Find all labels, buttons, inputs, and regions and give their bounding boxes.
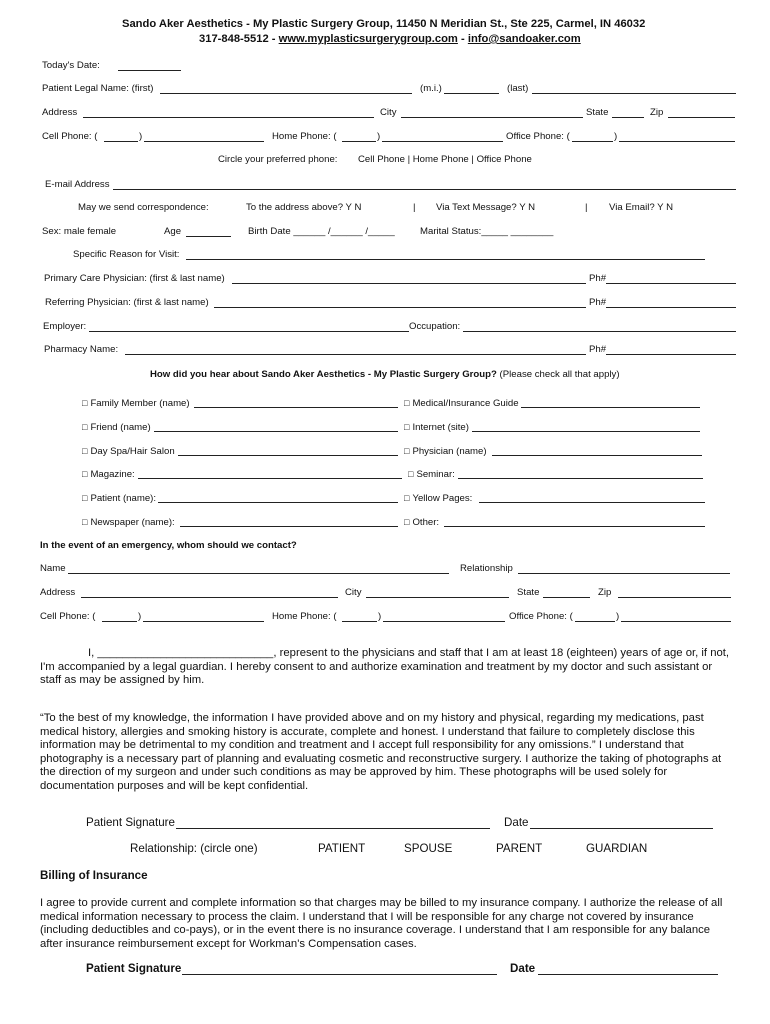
pcp-label: Primary Care Physician: (first & last name) (44, 273, 225, 284)
relationship-patient[interactable]: PATIENT (318, 842, 366, 855)
preferred-phone-label: Circle your preferred phone: (218, 154, 338, 165)
separator: - (457, 33, 468, 45)
pcp-field[interactable] (232, 283, 586, 284)
phone-number: 317-848-5512 - (199, 33, 279, 45)
signature-date-field[interactable] (530, 828, 713, 829)
checkbox-icon[interactable]: □ (404, 517, 410, 527)
divider: | (585, 202, 588, 213)
employer-label: Employer: (43, 321, 87, 332)
checkbox-icon[interactable]: □ (82, 422, 88, 432)
checkbox-newspaper[interactable]: □ Newspaper (name): (82, 517, 175, 528)
referral-instruction: (Please check all that apply) (499, 369, 620, 380)
family-member-field[interactable] (194, 407, 398, 408)
checkbox-seminar[interactable]: □ Seminar: (408, 469, 455, 480)
city-field[interactable] (401, 117, 583, 118)
referring-label: Referring Physician: (first & last name) (45, 297, 209, 308)
state-label: State (586, 107, 609, 118)
checkbox-icon[interactable]: □ (82, 398, 88, 408)
email-label: E-mail Address (45, 179, 110, 190)
emergency-address-field[interactable] (81, 597, 338, 598)
city-label: City (380, 107, 397, 118)
cell-phone-label: Cell Phone: ( (42, 131, 98, 142)
billing-signature-field[interactable] (182, 974, 497, 975)
office-number-field[interactable] (619, 141, 735, 142)
practice-header: Sando Aker Aesthetics - My Plastic Surgery Group, 11450 N Meridian St., Ste 225, Carmel, IN 46032 (122, 18, 646, 30)
office-phone-label: Office Phone: ( (506, 131, 570, 142)
occupation-field[interactable] (463, 331, 736, 332)
text-consent-options[interactable]: Via Text Message? Y N (436, 202, 536, 213)
consent-line-rest: I'm accompanied by a legal guardian. I hereby consent to and authorize examination and treatment by my doctor and such assistant or staff as may be assigned by him. (40, 660, 713, 686)
cell-paren: ) (139, 131, 143, 142)
emergency-cell-label: Cell Phone: ( (40, 611, 96, 622)
age-label: Age (164, 226, 182, 237)
middle-initial-label: (m.i.) (420, 83, 442, 94)
referring-phone-label: Ph# (589, 297, 607, 308)
relationship-label: Relationship: (circle one) (130, 842, 258, 855)
relationship-parent[interactable]: PARENT (496, 842, 543, 855)
checkbox-magazine[interactable]: □ Magazine: (82, 469, 135, 480)
cell-number-field[interactable] (144, 141, 264, 142)
checkbox-icon[interactable]: □ (82, 517, 88, 527)
first-name-field[interactable] (160, 93, 412, 94)
emergency-city-field[interactable] (366, 597, 509, 598)
checkbox-icon[interactable]: □ (82, 469, 88, 479)
emergency-office-label: Office Phone: ( (509, 611, 573, 622)
emergency-office-area-field[interactable] (575, 621, 615, 622)
emergency-relationship-label: Relationship (460, 563, 513, 574)
emergency-zip-field[interactable] (618, 597, 731, 598)
checkbox-icon[interactable]: □ (82, 446, 88, 456)
cell-area-code-field[interactable] (104, 141, 138, 142)
email-consent-options[interactable]: Via Email? Y N (609, 202, 673, 213)
emergency-zip-label: Zip (598, 587, 612, 598)
other-field[interactable] (444, 526, 705, 527)
emergency-office-paren: ) (616, 611, 620, 622)
emergency-home-area-field[interactable] (342, 621, 377, 622)
contact-line (199, 33, 581, 45)
relationship-guardian[interactable]: GUARDIAN (586, 842, 648, 855)
emergency-home-paren: ) (378, 611, 382, 622)
pharmacy-label: Pharmacy Name: (44, 344, 119, 355)
checkbox-icon[interactable]: □ (408, 469, 414, 479)
visit-reason-field[interactable] (186, 259, 705, 260)
seminar-field[interactable] (458, 478, 703, 479)
checkbox-family-member[interactable]: □ Family Member (name) (82, 398, 190, 409)
emergency-cell-number-field[interactable] (143, 621, 264, 622)
checkbox-day-spa[interactable]: □ Day Spa/Hair Salon (82, 446, 175, 457)
home-area-code-field[interactable] (342, 141, 376, 142)
pharmacy-phone-label: Ph# (589, 344, 607, 355)
birth-date-field[interactable]: Birth Date ______ /______ /_____ (248, 226, 395, 237)
office-paren: ) (614, 131, 618, 142)
sex-options[interactable]: Sex: male female (42, 226, 117, 237)
emergency-name-label: Name (40, 563, 66, 574)
pcp-phone-field[interactable] (606, 283, 736, 284)
email-field[interactable] (113, 189, 736, 190)
website-link[interactable]: www.myplasticsurgerygroup.com (278, 33, 458, 45)
patient-signature-label: Patient Signature (86, 816, 175, 829)
zip-label: Zip (650, 107, 664, 118)
emergency-office-number-field[interactable] (621, 621, 731, 622)
emergency-cell-paren: ) (138, 611, 142, 622)
address-field[interactable] (83, 117, 374, 118)
checkbox-icon[interactable]: □ (404, 446, 410, 456)
checkbox-icon[interactable]: □ (404, 422, 410, 432)
billing-signature-label: Patient Signature (86, 962, 182, 975)
emergency-state-field[interactable] (543, 597, 590, 598)
todays-date-field[interactable] (118, 70, 181, 71)
patient-signature-field[interactable] (176, 828, 490, 829)
emergency-city-label: City (345, 587, 362, 598)
pcp-phone-label: Ph# (589, 273, 607, 284)
billing-date-label: Date (510, 962, 536, 975)
billing-paragraph: I agree to provide current and complete information so that charges may be billed to my insurance company. I authorize the release of all medical information necessary to process the claim. I understand that I will be responsible for any charge not covered by insurance (including deductibles and co-pays), or in the event there is no insurance coverage. I understand that I am responsible for any balance after insurance reimbursement except for Workman's Compensation cases. (40, 897, 723, 950)
yellow-pages-field[interactable] (479, 502, 705, 503)
visit-reason-label: Specific Reason for Visit: (73, 249, 180, 260)
office-area-code-field[interactable] (572, 141, 613, 142)
age-field[interactable] (186, 236, 231, 237)
emergency-home-label: Home Phone: ( (272, 611, 337, 622)
home-paren: ) (377, 131, 381, 142)
marital-status-field[interactable]: Marital Status:_____ ________ (420, 226, 554, 237)
emergency-heading: In the event of an emergency, whom should we contact? (40, 540, 297, 551)
emergency-name-field[interactable] (68, 573, 449, 574)
day-spa-field[interactable] (178, 455, 398, 456)
billing-date-field[interactable] (538, 974, 718, 975)
pharmacy-phone-field[interactable] (606, 354, 736, 355)
magazine-field[interactable] (138, 478, 402, 479)
checkbox-icon[interactable]: □ (404, 493, 410, 503)
billing-heading: Billing of Insurance (40, 869, 148, 882)
newspaper-field[interactable] (180, 526, 398, 527)
emergency-relationship-field[interactable] (518, 573, 730, 574)
checkbox-yellow-pages[interactable]: □ Yellow Pages: (404, 493, 473, 504)
occupation-label: Occupation: (409, 321, 461, 332)
employer-field[interactable] (89, 331, 409, 332)
zip-field[interactable] (668, 117, 735, 118)
email-link[interactable]: info@sandoaker.com (467, 33, 581, 45)
patient-referral-field[interactable] (158, 502, 398, 503)
emergency-cell-area-field[interactable] (102, 621, 137, 622)
physician-field[interactable] (492, 455, 702, 456)
checkbox-friend[interactable]: □ Friend (name) (82, 422, 151, 433)
referral-question-text: How did you hear about Sando Aker Aesthetics - My Plastic Surgery Group? (150, 369, 497, 380)
pharmacy-field[interactable] (125, 354, 586, 355)
checkbox-medical-guide[interactable]: □ Medical/Insurance Guide (404, 398, 519, 409)
friend-field[interactable] (154, 431, 398, 432)
home-phone-label: Home Phone: ( (272, 131, 337, 142)
last-name-field[interactable] (532, 93, 736, 94)
emergency-home-number-field[interactable] (383, 621, 505, 622)
referral-question (150, 369, 620, 381)
address-consent-options[interactable]: To the address above? Y N (246, 202, 362, 213)
consent-line1: I, ____________________________, represent to the physicians and staff that I am at least 18 (eighteen) years of age or, if not, (88, 647, 730, 659)
todays-date-label: Today's Date: (42, 60, 100, 71)
disclosure-paragraph: “To the best of my knowledge, the information I have provided above and on my history and physical, regarding my medications, past medical history, allergies and smoking history is accurate, complete and honest. I understand that failure to completely disclose this information may be detrimental to my condition and treatment and I accept full responsibility for any omissions.” I understand that photography is a necessary part of planning and evaluating cosmetic and reconstructive surgery. I authorize the taking of photographs at the direction of my surgeon and under such conditions as may be approved by him. These photographs will be used solely for documentation purposes and will be kept confidential. (40, 712, 722, 792)
home-number-field[interactable] (382, 141, 503, 142)
first-name-label: Patient Legal Name: (first) (42, 83, 154, 94)
preferred-phone-options[interactable]: Cell Phone | Home Phone | Office Phone (358, 154, 532, 165)
checkbox-patient[interactable]: □ Patient (name): (82, 493, 157, 504)
state-field[interactable] (612, 117, 644, 118)
last-name-label: (last) (507, 83, 529, 94)
address-label: Address (42, 107, 78, 118)
consent-paragraph (40, 647, 730, 688)
emergency-address-label: Address (40, 587, 76, 598)
referring-phone-field[interactable] (606, 307, 736, 308)
divider: | (413, 202, 416, 213)
relationship-spouse[interactable]: SPOUSE (404, 842, 453, 855)
middle-initial-field[interactable] (444, 93, 499, 94)
internet-field[interactable] (472, 431, 700, 432)
signature-date-label: Date (504, 816, 529, 829)
checkbox-internet[interactable]: □ Internet (site) (404, 422, 469, 433)
correspondence-label: May we send correspondence: (78, 202, 209, 213)
checkbox-physician[interactable]: □ Physician (name) (404, 446, 487, 457)
checkbox-icon[interactable]: □ (82, 493, 88, 503)
checkbox-other[interactable]: □ Other: (404, 517, 440, 528)
referring-field[interactable] (214, 307, 586, 308)
medical-guide-field[interactable] (521, 407, 700, 408)
checkbox-icon[interactable]: □ (404, 398, 410, 408)
emergency-state-label: State (517, 587, 540, 598)
